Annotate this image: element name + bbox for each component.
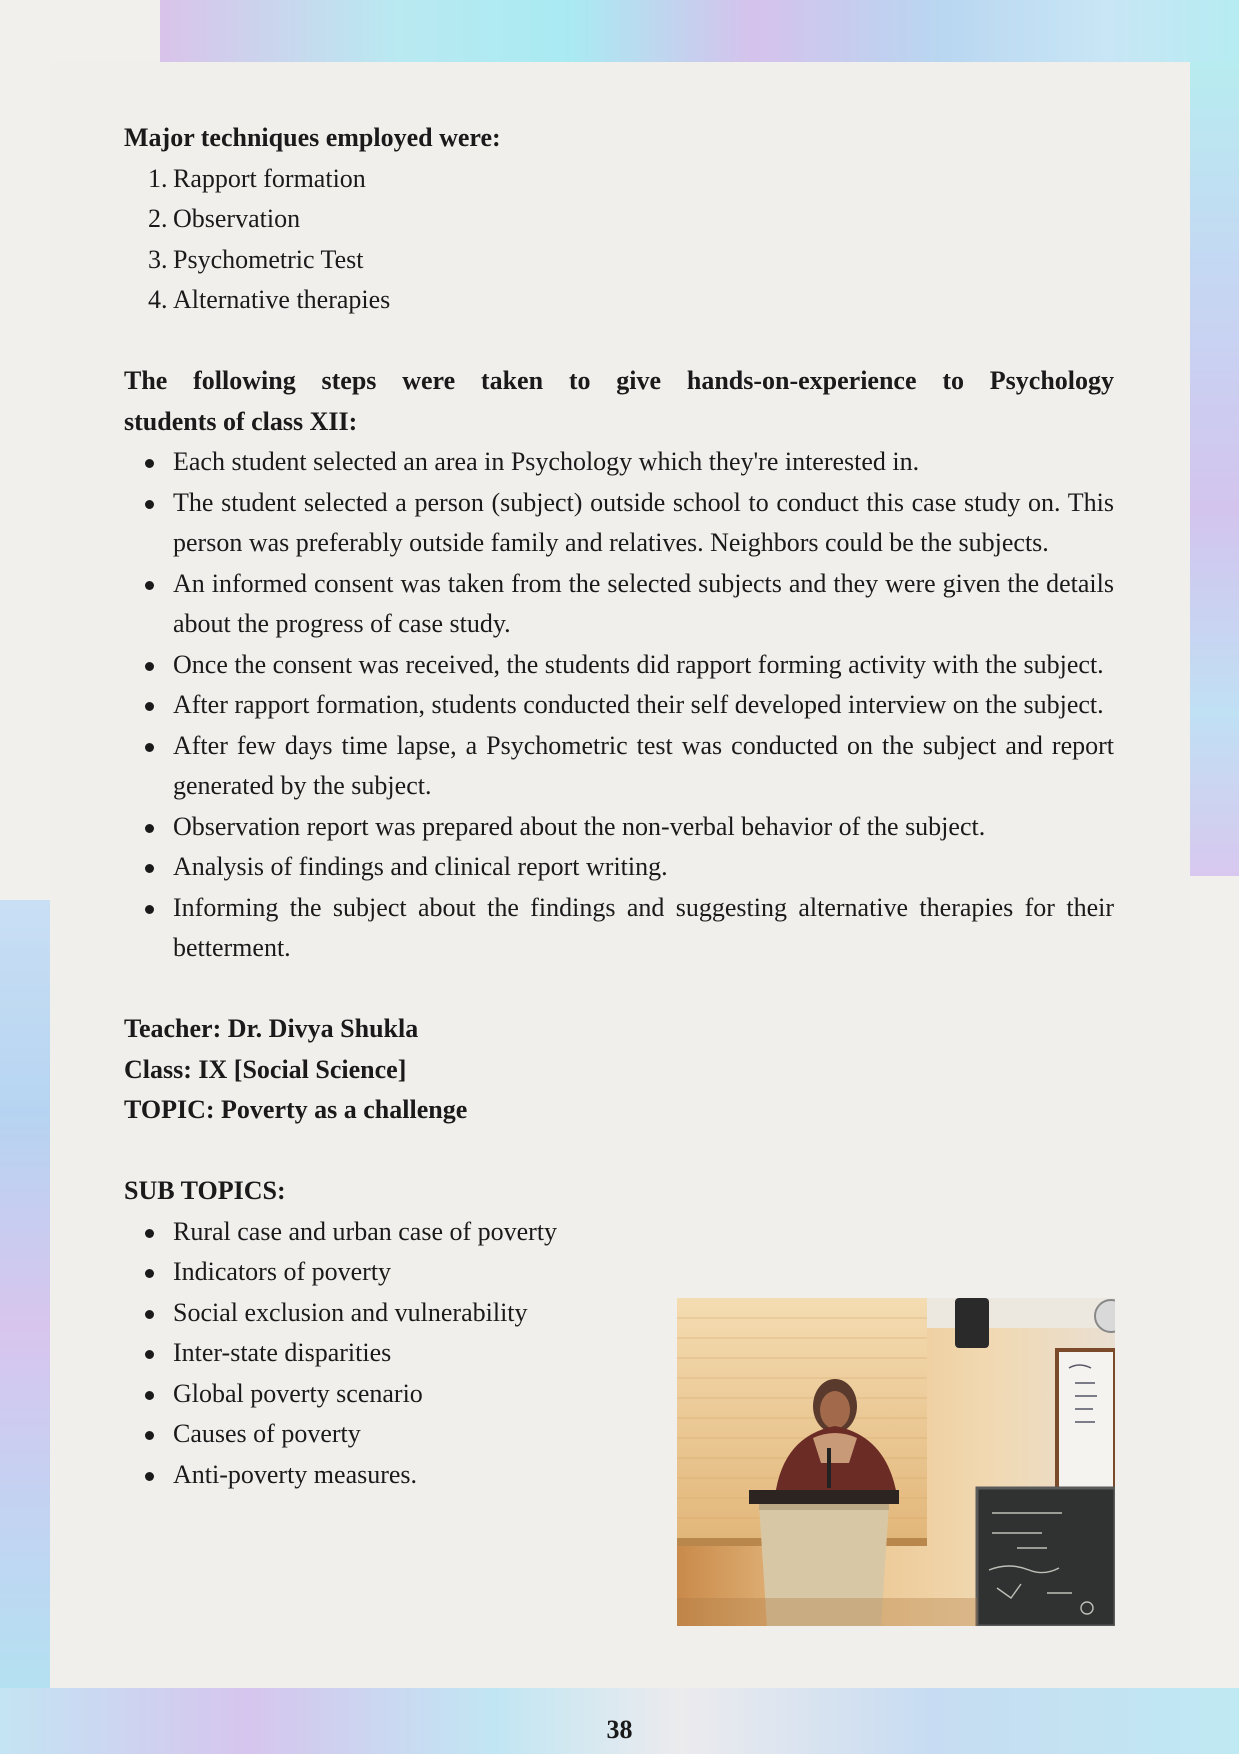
steps-heading-line1: The following steps were taken to give hands-on-experience to Psychology [124, 366, 1114, 395]
list-item: Global poverty scenario [124, 1374, 644, 1415]
decorative-watercolor-right [1190, 62, 1239, 876]
list-item-text: Alternative therapies [173, 285, 391, 314]
list-item [124, 240, 1114, 281]
list-item: The student selected a person (subject) outside school to conduct this case study on. This person was preferably outside family and relatives. Neighbors could be the subjects. [124, 483, 1114, 564]
list-item: Inter-state disparities [124, 1333, 644, 1374]
list-item: Causes of poverty [124, 1414, 644, 1455]
steps-list [124, 442, 1114, 969]
decorative-watercolor-left [0, 900, 50, 1754]
page-number: 38 [606, 1715, 633, 1744]
list-number: 4. [148, 285, 168, 314]
teacher-line: Teacher: Dr. Divya Shukla [124, 1014, 419, 1043]
list-item: Each student selected an area in Psychology which they're interested in. [124, 442, 1114, 483]
steps-heading-line2: students of class XII: [124, 406, 358, 436]
list-item: Social exclusion and vulnerability [124, 1293, 644, 1334]
list-number: 2. [148, 204, 168, 233]
list-item: Anti-poverty measures. [124, 1455, 644, 1496]
list-item: Indicators of poverty [124, 1252, 644, 1293]
classroom-photo [677, 1298, 1115, 1626]
list-number: 1. [148, 163, 168, 193]
techniques-list [124, 159, 1114, 321]
list-item-text: Observation [173, 204, 301, 233]
list-item: Once the consent was received, the students did rapport forming activity with the subject. [124, 645, 1114, 686]
subtopics-list [124, 1212, 644, 1496]
subtopics-heading: SUB TOPICS: [124, 1176, 286, 1205]
list-item [124, 280, 1114, 321]
list-item: Informing the subject about the findings and suggesting alternative therapies for their betterment. [124, 888, 1114, 969]
decorative-watercolor-top [160, 0, 1239, 62]
list-item: Analysis of findings and clinical report writing. [124, 847, 1114, 888]
list-item: Observation report was prepared about the non-verbal behavior of the subject. [124, 807, 1114, 848]
list-item-text: Psychometric Test [173, 244, 364, 274]
topic-line: TOPIC: Poverty as a challenge [124, 1095, 468, 1124]
list-item: After rapport formation, students conducted their self developed interview on the subject. [124, 685, 1114, 726]
list-number: 3. [148, 244, 168, 274]
subtopics-section [124, 1171, 644, 1495]
list-item: After few days time lapse, a Psychometric test was conducted on the subject and report generated by the subject. [124, 726, 1114, 807]
techniques-heading: Major techniques employed were: [124, 123, 501, 152]
page-content [124, 118, 1114, 1495]
list-item-text: Rapport formation [173, 163, 366, 193]
list-item [124, 159, 1114, 200]
list-item: Rural case and urban case of poverty [124, 1212, 644, 1253]
list-item [124, 199, 1114, 240]
list-item: An informed consent was taken from the selected subjects and they were given the details about the progress of case study. [124, 564, 1114, 645]
class-line: Class: IX [Social Science] [124, 1054, 407, 1084]
